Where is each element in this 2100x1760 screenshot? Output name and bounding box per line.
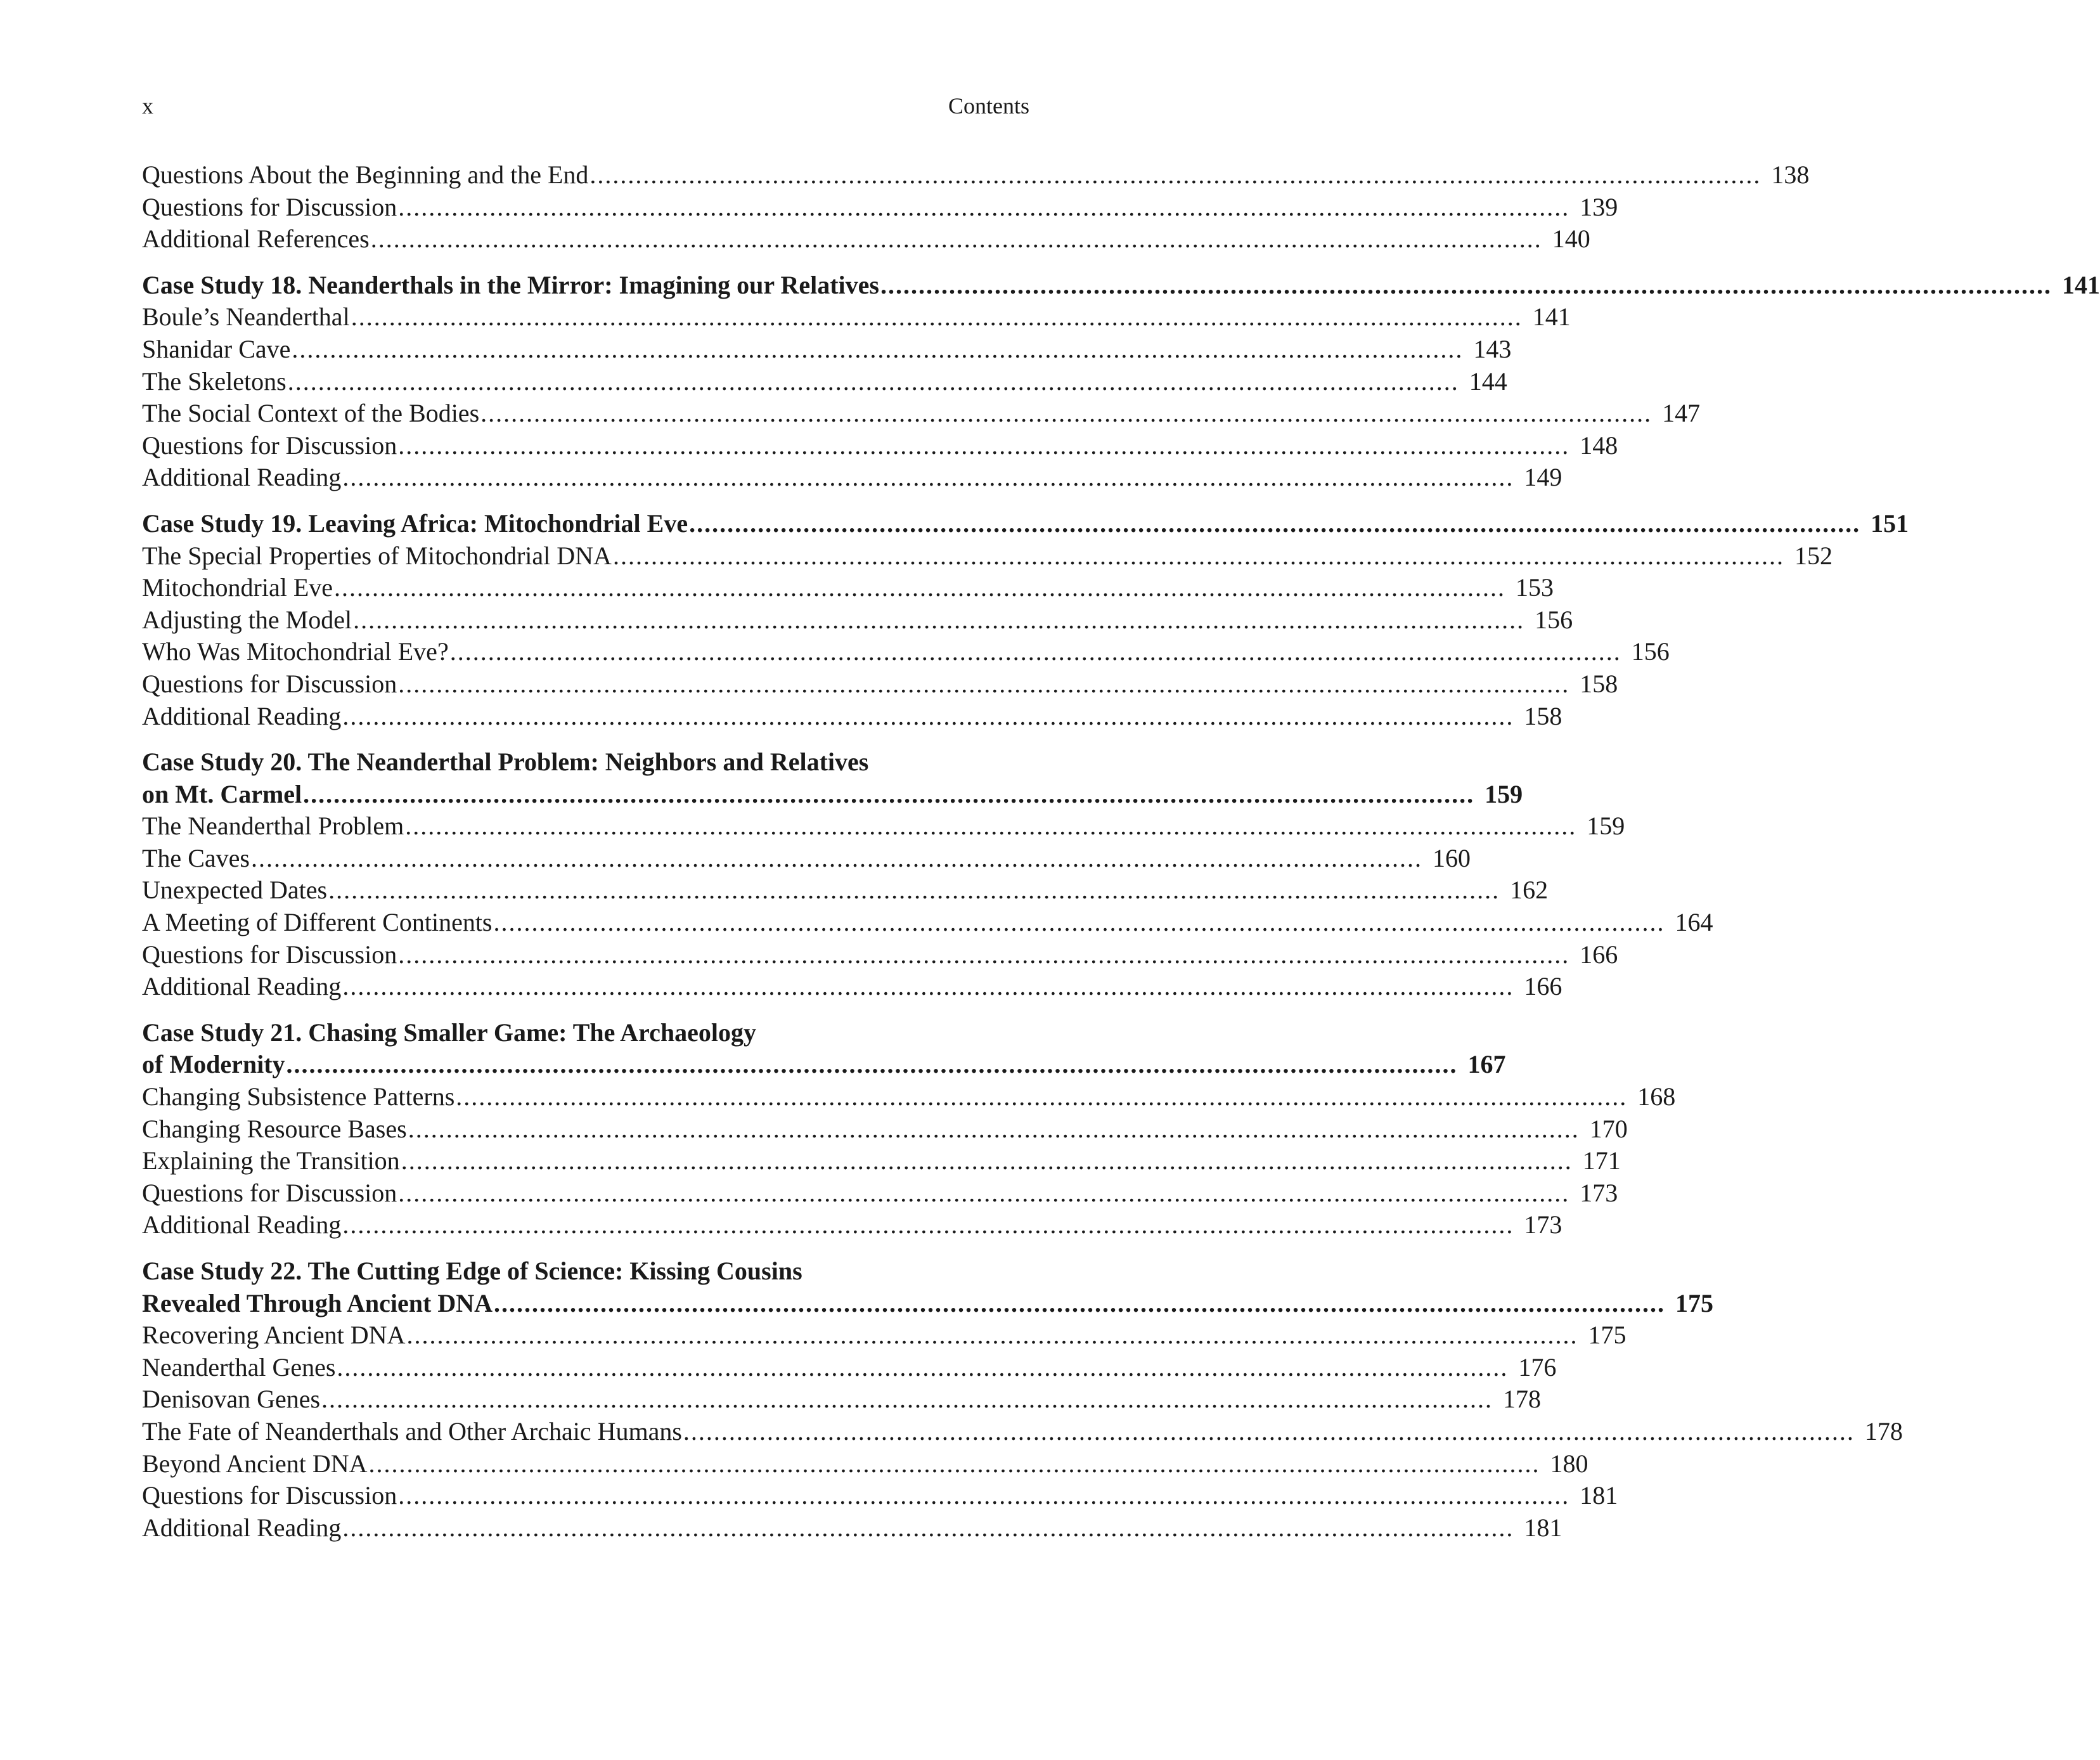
dot-leader: .......................................................................................................................................................... bbox=[683, 1416, 1855, 1446]
dot-leader: .......................................................................................................................................................... bbox=[368, 1449, 1540, 1478]
toc-entry-page-number: 158 bbox=[1524, 701, 1562, 730]
toc-entry-page-number: 166 bbox=[1524, 972, 1562, 1001]
dot-leader: .......................................................................................................................................................... bbox=[334, 573, 1506, 602]
toc-entry-title: The Fate of Neanderthals and Other Archaic Humans bbox=[142, 1416, 682, 1446]
toc-entry-page-number: 171 bbox=[1582, 1146, 1621, 1175]
case-study-heading-page-number: 167 bbox=[1467, 1050, 1506, 1079]
dot-leader: .......................................................................................................................................................... bbox=[405, 812, 1577, 841]
case-study-heading-title: of Modernity bbox=[142, 1050, 285, 1079]
dot-leader: .......................................................................................................................................................... bbox=[303, 779, 1475, 808]
toc-entry bbox=[142, 874, 1549, 907]
dot-leader: .......................................................................................................................................................... bbox=[342, 463, 1514, 492]
toc-entry bbox=[142, 939, 1618, 971]
toc-entry bbox=[142, 604, 1573, 637]
toc-entry bbox=[142, 1383, 1542, 1416]
dot-leader: .......................................................................................................................................................... bbox=[689, 508, 1861, 538]
table-of-contents bbox=[142, 159, 2100, 1544]
toc-entry-title: Explaining the Transition bbox=[142, 1146, 400, 1175]
toc-entry-title: Questions for Discussion bbox=[142, 1481, 397, 1510]
toc-entry-title: Additional Reading bbox=[142, 463, 342, 492]
dot-leader: .......................................................................................................................................................... bbox=[589, 160, 1762, 189]
toc-entry bbox=[142, 462, 1562, 494]
toc-entry bbox=[142, 810, 1625, 843]
toc-entry-page-number: 139 bbox=[1580, 192, 1618, 221]
dot-leader: .......................................................................................................................................................... bbox=[493, 908, 1665, 937]
toc-entry-page-number: 147 bbox=[1662, 399, 1701, 428]
case-study-heading bbox=[142, 1049, 1506, 1081]
dot-leader: .......................................................................................................................................................... bbox=[398, 430, 1570, 460]
toc-entry-title: The Skeletons bbox=[142, 366, 287, 396]
dot-leader: .......................................................................................................................................................... bbox=[480, 399, 1652, 428]
case-study-heading bbox=[142, 508, 1909, 540]
toc-entry-title: The Special Properties of Mitochondrial DNA bbox=[142, 541, 612, 570]
toc-entry bbox=[142, 333, 1512, 366]
dot-leader: .......................................................................................................................................................... bbox=[494, 1288, 1666, 1317]
toc-entry-page-number: 149 bbox=[1524, 463, 1562, 492]
toc-entry-page-number: 178 bbox=[1503, 1385, 1542, 1414]
toc-entry bbox=[142, 636, 1670, 668]
toc-entry bbox=[142, 1352, 1557, 1384]
toc-entry bbox=[142, 1448, 1588, 1480]
case-study-heading-page-number: 151 bbox=[1871, 508, 1909, 538]
dot-leader: .......................................................................................................................................................... bbox=[398, 192, 1570, 221]
toc-entry-title: Shanidar Cave bbox=[142, 334, 291, 363]
toc-entry-title: Changing Resource Bases bbox=[142, 1114, 407, 1143]
toc-entry bbox=[142, 1113, 1628, 1146]
toc-entry-page-number: 156 bbox=[1631, 637, 1670, 666]
toc-entry-title: Mitochondrial Eve bbox=[142, 573, 333, 602]
toc-entry-page-number: 170 bbox=[1589, 1114, 1628, 1143]
dot-leader: .......................................................................................................................................................... bbox=[337, 1352, 1509, 1381]
toc-entry-page-number: 180 bbox=[1550, 1449, 1588, 1478]
toc-entry-page-number: 160 bbox=[1432, 843, 1471, 872]
toc-entry-title: Questions for Discussion bbox=[142, 430, 397, 460]
dot-leader: .......................................................................................................................................................... bbox=[286, 1050, 1458, 1079]
dot-leader: .......................................................................................................................................................... bbox=[342, 1513, 1514, 1542]
toc-entry-page-number: 175 bbox=[1588, 1321, 1627, 1350]
toc-entry bbox=[142, 1480, 1618, 1512]
toc-entry-title: A Meeting of Different Continents bbox=[142, 908, 493, 937]
dot-leader: .......................................................................................................................................................... bbox=[328, 876, 1500, 905]
case-study-block bbox=[142, 1255, 1903, 1544]
toc-entry-title: Boule’s Neanderthal bbox=[142, 302, 350, 332]
toc-entry-title: The Social Context of the Bodies bbox=[142, 399, 480, 428]
running-title: Contents bbox=[948, 93, 1029, 119]
toc-entry bbox=[142, 1177, 1618, 1210]
case-study-heading-line1 bbox=[142, 1017, 1029, 1049]
toc-entry-title: Adjusting the Model bbox=[142, 605, 352, 634]
dot-leader: .......................................................................................................................................................... bbox=[250, 843, 1422, 872]
toc-entry bbox=[142, 907, 1713, 939]
toc-entry bbox=[142, 572, 1554, 604]
case-study-heading-text: Case Study 22. The Cutting Edge of Science: Kissing Cousins bbox=[142, 1257, 802, 1285]
toc-entry-title: Questions for Discussion bbox=[142, 669, 397, 698]
toc-entry-page-number: 148 bbox=[1580, 430, 1618, 460]
toc-entry bbox=[142, 1416, 1903, 1448]
case-study-block bbox=[142, 508, 1909, 732]
toc-entry-page-number: 138 bbox=[1771, 160, 1810, 189]
toc-entry-page-number: 178 bbox=[1864, 1416, 1903, 1446]
toc-entry-title: Denisovan Genes bbox=[142, 1385, 321, 1414]
toc-entry bbox=[142, 398, 1701, 430]
toc-entry bbox=[142, 301, 1571, 333]
toc-entry bbox=[142, 1512, 1562, 1544]
toc-entry bbox=[142, 191, 1618, 224]
dot-leader: .......................................................................................................................................................... bbox=[398, 940, 1570, 969]
dot-leader: .......................................................................................................................................................... bbox=[287, 366, 1459, 396]
page-numeral: x bbox=[142, 93, 153, 119]
toc-entry-page-number: 173 bbox=[1580, 1178, 1618, 1207]
toc-entry-title: Beyond Ancient DNA bbox=[142, 1449, 368, 1478]
toc-entry bbox=[142, 843, 1471, 875]
case-study-heading bbox=[142, 269, 2100, 302]
toc-entry-page-number: 141 bbox=[1532, 302, 1571, 332]
toc-entry bbox=[142, 668, 1618, 701]
toc-entry-page-number: 159 bbox=[1587, 812, 1625, 841]
toc-entry-page-number: 156 bbox=[1535, 605, 1573, 634]
toc-entry bbox=[142, 1081, 1676, 1113]
toc-entry-title: Additional References bbox=[142, 224, 370, 254]
toc-entry bbox=[142, 1209, 1562, 1241]
toc-entry-title: Additional Reading bbox=[142, 701, 342, 730]
dot-leader: .......................................................................................................................................................... bbox=[406, 1321, 1578, 1350]
toc-entry-title: Who Was Mitochondrial Eve? bbox=[142, 637, 449, 666]
toc-entry-page-number: 140 bbox=[1552, 224, 1590, 254]
toc-entry bbox=[142, 1145, 1621, 1177]
dot-leader: .......................................................................................................................................................... bbox=[321, 1385, 1493, 1414]
toc-entry-title: Additional Reading bbox=[142, 1513, 342, 1542]
running-head bbox=[142, 92, 1029, 120]
dot-leader: .......................................................................................................................................................... bbox=[398, 669, 1570, 698]
case-study-block bbox=[142, 1017, 1676, 1241]
toc-entry-page-number: 143 bbox=[1473, 334, 1512, 363]
dot-leader: .......................................................................................................................................................... bbox=[398, 1481, 1570, 1510]
case-study-heading bbox=[142, 779, 1523, 811]
dot-leader: .......................................................................................................................................................... bbox=[401, 1146, 1573, 1175]
toc-entry-page-number: 152 bbox=[1794, 541, 1833, 570]
toc-entry-page-number: 164 bbox=[1675, 908, 1713, 937]
case-study-heading-text: Case Study 20. The Neanderthal Problem: Neighbors and Relatives bbox=[142, 747, 869, 777]
dot-leader: .......................................................................................................................................................... bbox=[342, 701, 1514, 730]
case-study-heading-page-number: 175 bbox=[1675, 1288, 1714, 1317]
dot-leader: .......................................................................................................................................................... bbox=[342, 972, 1514, 1001]
dot-leader: .......................................................................................................................................................... bbox=[612, 541, 1784, 570]
case-study-heading-title: Case Study 19. Leaving Africa: Mitochondrial Eve bbox=[142, 508, 688, 538]
toc-entry-page-number: 173 bbox=[1524, 1210, 1562, 1239]
toc-entry-title: Additional Reading bbox=[142, 1210, 342, 1239]
toc-entry-title: Unexpected Dates bbox=[142, 876, 328, 905]
toc-entry bbox=[142, 1319, 1627, 1352]
case-study-heading-line1 bbox=[142, 746, 1029, 779]
toc-entry bbox=[142, 223, 1590, 256]
dot-leader: .......................................................................................................................................................... bbox=[880, 270, 2052, 299]
toc-entry-title: Recovering Ancient DNA bbox=[142, 1321, 406, 1350]
toc-entry-page-number: 153 bbox=[1516, 573, 1554, 602]
toc-entry bbox=[142, 971, 1562, 1003]
case-study-block bbox=[142, 746, 1713, 1003]
case-study-heading-line1 bbox=[142, 1255, 1029, 1288]
dot-leader: .......................................................................................................................................................... bbox=[342, 1210, 1514, 1239]
toc-entry bbox=[142, 430, 1618, 462]
toc-entry-page-number: 181 bbox=[1524, 1513, 1562, 1542]
toc-entry bbox=[142, 366, 1507, 398]
dot-leader: .......................................................................................................................................................... bbox=[398, 1178, 1570, 1207]
toc-entry-page-number: 158 bbox=[1580, 669, 1618, 698]
toc-entry-page-number: 168 bbox=[1637, 1082, 1676, 1111]
toc-entry-page-number: 144 bbox=[1469, 366, 1507, 396]
toc-entry-title: Changing Subsistence Patterns bbox=[142, 1082, 455, 1111]
toc-entry-page-number: 176 bbox=[1518, 1352, 1557, 1381]
case-study-heading-text: Case Study 21. Chasing Smaller Game: The Archaeology bbox=[142, 1018, 756, 1047]
dot-leader: .......................................................................................................................................................... bbox=[408, 1114, 1580, 1143]
dot-leader: .......................................................................................................................................................... bbox=[292, 334, 1464, 363]
toc-entry-page-number: 166 bbox=[1580, 940, 1618, 969]
toc-entry-page-number: 162 bbox=[1510, 876, 1549, 905]
toc-entry-title: Questions About the Beginning and the End bbox=[142, 160, 589, 189]
toc-entry-title: Questions for Discussion bbox=[142, 192, 397, 221]
toc-entry-title: Additional Reading bbox=[142, 972, 342, 1001]
case-study-heading bbox=[142, 1288, 1714, 1320]
toc-entry bbox=[142, 701, 1562, 733]
dot-leader: .......................................................................................................................................................... bbox=[456, 1082, 1628, 1111]
case-study-heading-page-number: 141 bbox=[2061, 270, 2100, 299]
case-study-heading-title: on Mt. Carmel bbox=[142, 779, 302, 808]
toc-entry bbox=[142, 540, 1833, 573]
case-study-heading-title: Revealed Through Ancient DNA bbox=[142, 1288, 493, 1317]
toc-entry bbox=[142, 159, 1810, 191]
toc-entry-title: Neanderthal Genes bbox=[142, 1352, 336, 1381]
toc-entry-title: The Neanderthal Problem bbox=[142, 812, 404, 841]
toc-entry-title: Questions for Discussion bbox=[142, 1178, 397, 1207]
dot-leader: .......................................................................................................................................................... bbox=[351, 302, 1523, 332]
case-study-heading-page-number: 159 bbox=[1485, 779, 1523, 808]
toc-entry-page-number: 181 bbox=[1580, 1481, 1618, 1510]
toc-entry-title: Questions for Discussion bbox=[142, 940, 397, 969]
dot-leader: .......................................................................................................................................................... bbox=[353, 605, 1525, 634]
dot-leader: .......................................................................................................................................................... bbox=[449, 637, 1621, 666]
continued-entries bbox=[142, 159, 1810, 256]
dot-leader: .......................................................................................................................................................... bbox=[370, 224, 1542, 254]
case-study-heading-title: Case Study 18. Neanderthals in the Mirror: Imagining our Relatives bbox=[142, 270, 879, 299]
case-study-block bbox=[142, 269, 2100, 494]
toc-entry-title: The Caves bbox=[142, 843, 250, 872]
